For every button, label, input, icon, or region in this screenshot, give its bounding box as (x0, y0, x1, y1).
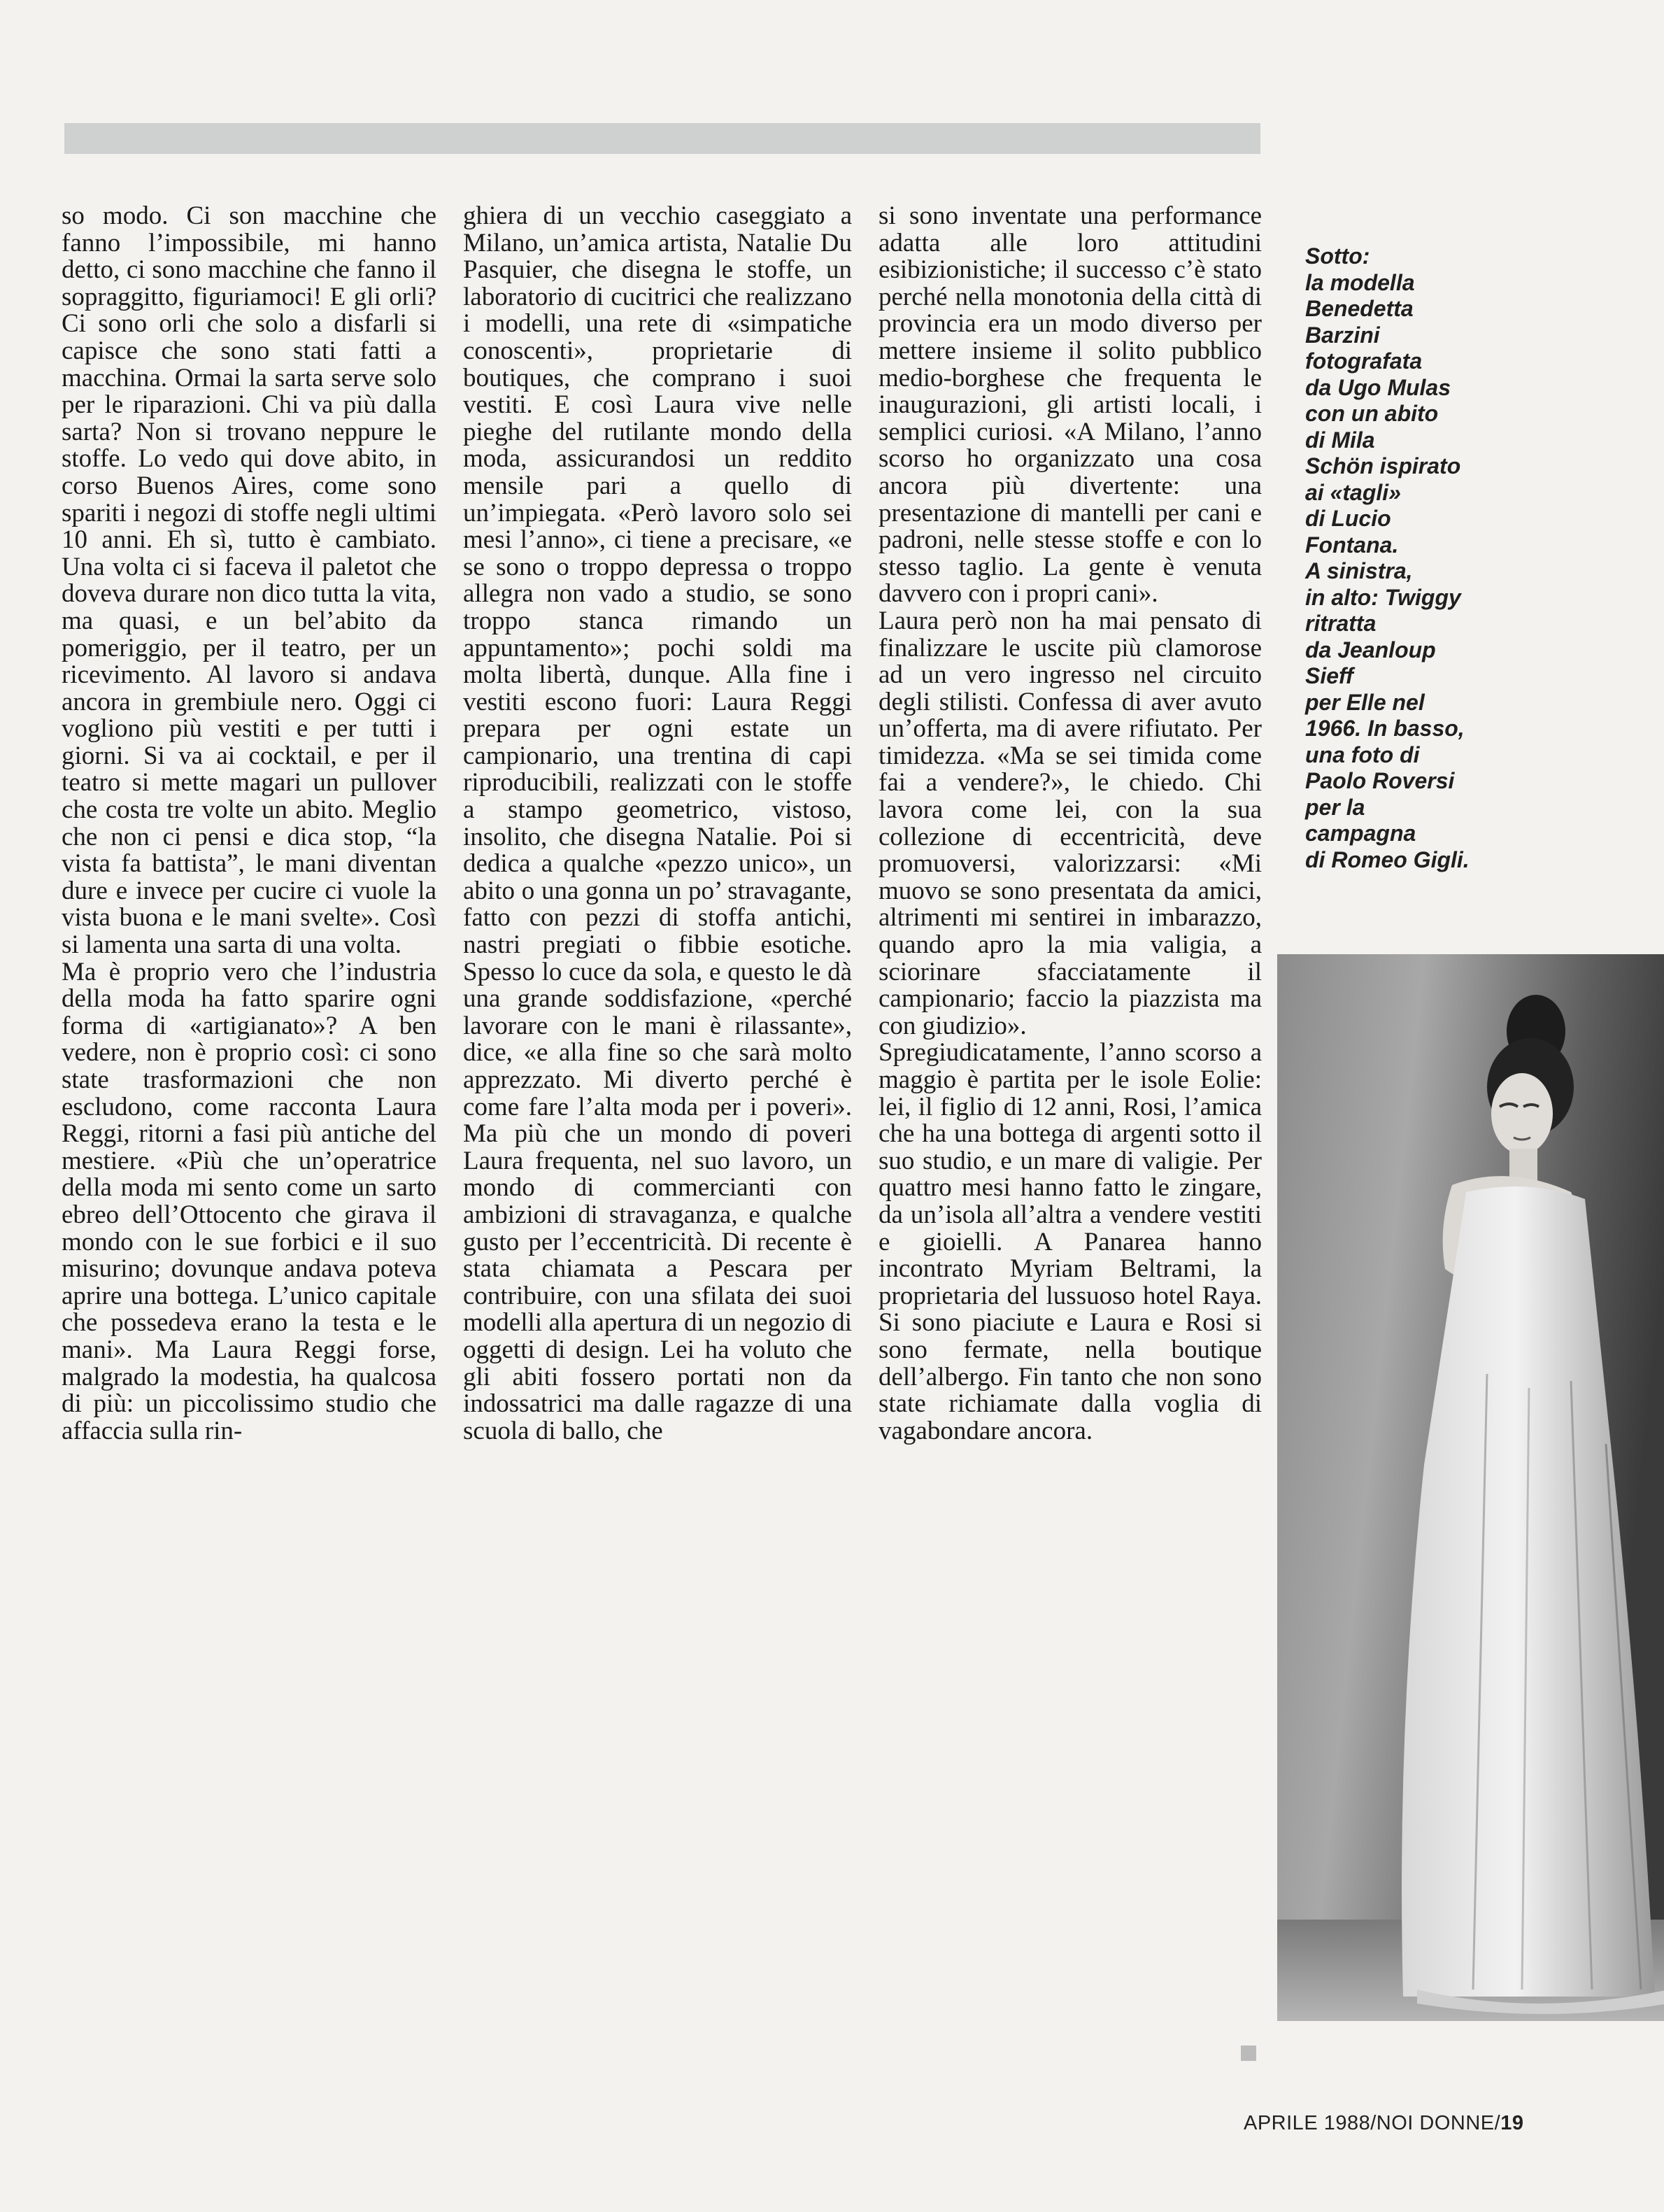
caption-line: fotografata (1305, 348, 1423, 374)
caption-line: A sinistra, (1305, 558, 1413, 583)
caption-line: da Jeanloup (1305, 637, 1436, 662)
caption-line: da Ugo Mulas (1305, 374, 1451, 400)
caption-line: di Romeo Gigli. (1305, 846, 1470, 872)
caption-line: campagna (1305, 821, 1416, 846)
caption-line: in alto: Twiggy (1305, 584, 1461, 610)
caption-line: Fontana. (1305, 532, 1399, 558)
fashion-photo (1277, 954, 1664, 2021)
article-column-1 (62, 203, 436, 1445)
paragraph: Spregiudicatamente, l’anno scorso a maggio è partita per le isole Eolie: lei, il figlio di 12 anni, Rosi, l’amica che ha una bottega di argenti sotto il suo studio, e un mare di valigie. Per quattro mesi hanno fatto le zingare, da un’isola all’altra a vendere vestiti e gioielli. A Panarea hanno incontrato Myriam Beltrami, la proprietaria del lussuoso hotel Raya. Si sono piaciute e Laura e Rosi si sono fermate, nella boutique dell’albergo. Fin tanto che non sono state richiamate dalla voglia di vagabondare ancora. (879, 1038, 1262, 1445)
issue-label: APRILE 1988/NOI DONNE/ (1244, 2112, 1501, 2134)
paragraph: ghiera di un vecchio caseggiato a Milano, un’amica artista, Natalie Du Pasquier, che disegna le stoffe, un laboratorio di cucitrici che realizzano i modelli, una rete di «simpatiche conoscenti», proprietarie di boutiques, che comprano i suoi vestiti. E così Laura vive nelle pieghe del rutilante mondo della moda, assicurandosi un reddito mensile pari a quello di un’impiegata. «Però lavoro solo sei mesi l’anno», ci tiene a precisare, «e se sono o troppo depressa o troppo allegra non vado a studio, se sono troppo stanca rimando un appuntamento»; pochi soldi ma molta libertà, dunque. Alla fine i vestiti escono fuori: Laura Reggi prepara per ogni estate un campionario, una trentina di capi riproducibili, realizzati con le stoffe a stampo geometrico, vistoso, insolito, che disegna Natalie. Poi si dedica a qualche «pezzo unico», un abito o una gonna un po’ stravagante, fatto con pezzi di stoffa antichi, nastri pregiati o fibbie esotiche. Spesso lo cuce da sola, e questo le dà una grande soddisfazione, «perché lavorare con le mani è rilassante», dice, «e alla fine so che sarà molto apprezzato. Mi diverto perché è come fare l’alta moda per i poveri». Ma più che un mondo di poveri Laura frequenta, nel suo lavoro, un mondo di commercianti con ambizioni di stravaganza, e qualche gusto per l’eccentricità. Di recente è stata chiamata a Pescara per contribuire, con una sfilata dei suoi modelli alla apertura di un negozio di oggetti di design. Lei ha voluto che gli abiti fossero portati non da indossatrici ma dalle ragazze di una scuola di ballo, che (463, 201, 852, 1445)
article-end-mark (1241, 2046, 1256, 2061)
article-column-2 (463, 203, 852, 1445)
photo-caption (1305, 243, 1515, 873)
caption-line: per la (1305, 794, 1365, 820)
caption-line: di Lucio (1305, 506, 1391, 531)
caption-line: Barzini (1305, 322, 1380, 348)
caption-line: ai «tagli» (1305, 479, 1401, 505)
caption-line: di Mila (1305, 427, 1375, 453)
header-band (64, 123, 1260, 154)
caption-line: ritratta (1305, 611, 1377, 636)
caption-line: per Elle nel (1305, 689, 1425, 715)
caption-line: Benedetta (1305, 296, 1414, 321)
caption-line: Sotto: (1305, 243, 1370, 269)
page-number: 19 (1500, 2112, 1524, 2134)
article-column-3 (879, 203, 1262, 1445)
caption-line: la modella (1305, 269, 1415, 295)
caption-line: Sieff (1305, 663, 1353, 688)
caption-line: 1966. In basso, (1305, 716, 1465, 741)
page-footer (1244, 2112, 1523, 2135)
caption-line: Schön ispirato (1305, 453, 1461, 478)
caption-line: Paolo Roversi (1305, 768, 1455, 793)
paragraph: so modo. Ci son macchine che fanno l’impossibile, mi hanno detto, ci sono macchine che fanno il sopraggitto, figuriamoci! E gli orli? Ci sono orli che solo a disfarli si capisce che sono stati fatti a macchina. Ormai la sarta serve solo per le riparazioni. Chi va più dalla sarta? Non si trovano neppure le stoffe. Lo vedo qui dove abito, in corso Buenos Aires, come sono spariti i negozi di stoffe negli ultimi 10 anni. Eh sì, tutto è cambiato. Una volta ci si faceva il paletot che doveva durare non dico tutta la vita, ma quasi, e un bel’abito da pomeriggio, per il teatro, per un ricevimento. Al lavoro si andava ancora in grembiule nero. Oggi ci vogliono più vestiti e per tutti i giorni. Si va ai cocktail, e per il teatro si mette magari un pullover che costa tre volte un abito. Meglio che non ci pensi e dica stop, “la vista fa battista”, le mani diventan dure e invece per cucire ci vuole la vista buona e le mani svelte». Così si lamenta una sarta di una volta. (62, 201, 436, 960)
caption-line: con un abito (1305, 401, 1439, 426)
paragraph: Laura però non ha mai pensato di finalizzare le uscite più clamorose ad un vero ingresso nel circuito degli stilisti. Confessa di aver avuto un’offerta, ma di avere rifiutato. Per timidezza. «Ma se sei timida come fai a vendere?», le chiedo. Chi lavora come lei, con la sua collezione di eccentricità, deve promuoversi, valorizzarsi: «Mi muovo se sono presentata da amici, altrimenti mi sentirei in imbarazzo, quando apro la mia valigia, a sciorinare sfacciatamente il campionario; faccio la piazzista ma con giudizio». (879, 606, 1262, 1040)
paragraph: si sono inventate una performance adatta alle loro attitudini esibizionistiche; il successo c’è stato perché nella monotonia della città di provincia era un modo diverso per mettere insieme il solito pubblico medio-borghese che frequenta le inaugurazioni, gli artisti locali, i semplici curiosi. «A Milano, l’anno scorso ho organizzato una cosa ancora più divertente: una presentazione di mantelli per cani e padroni, nelle stesse stoffe e con lo stesso taglio. La gente è venuta davvero con i propri cani». (879, 201, 1262, 609)
paragraph: Ma è proprio vero che l’industria della moda ha fatto sparire ogni forma di «artigianato»? A ben vedere, non è proprio così: ci sono state trasformazioni che non escludono, come racconta Laura Reggi, ritorni a fasi più antiche del mestiere. «Più che un’operatrice della moda mi sento come un sarto ebreo dell’Ottocento che girava il mondo con le sue forbici e il suo misurino; dovunque andava poteva aprire una bottega. L’unico capitale che possedeva erano la testa e le mani». Ma Laura Reggi forse, malgrado la modestia, ha qualcosa di più: un piccolissimo studio che affaccia sulla rin- (62, 957, 436, 1445)
caption-line: una foto di (1305, 742, 1420, 767)
